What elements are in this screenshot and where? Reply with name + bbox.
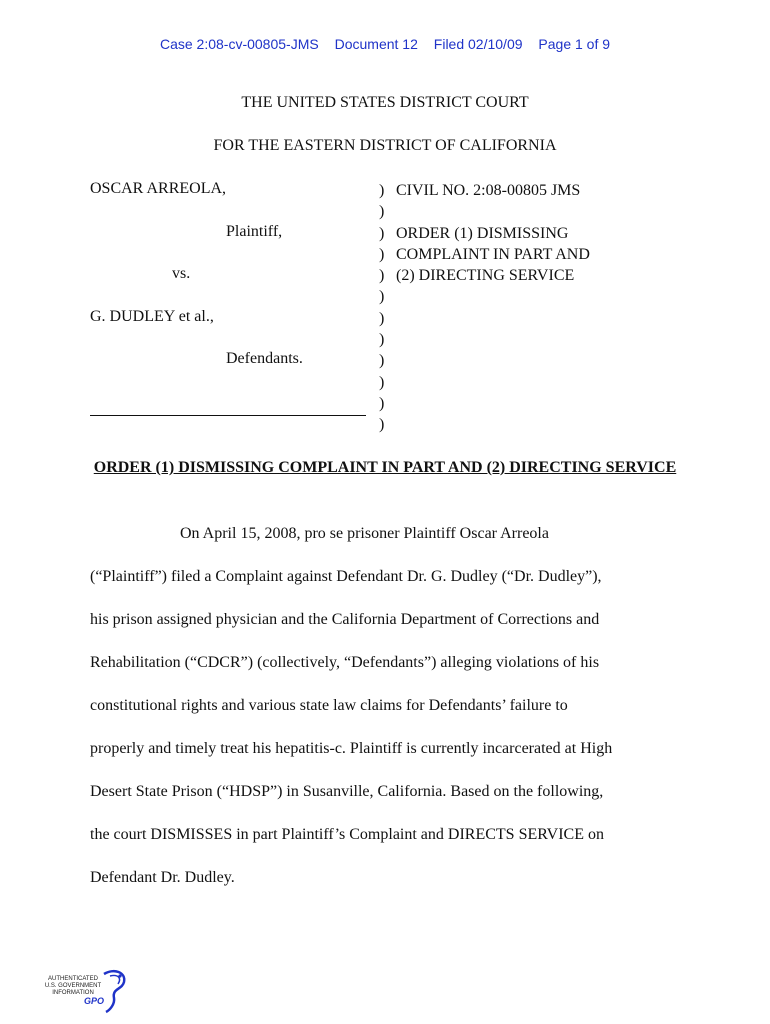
body-line: Desert State Prison (“HDSP”) in Susanville, California. Based on the following, <box>90 783 604 800</box>
paren: ) <box>379 224 385 242</box>
order-line-3: (2) DIRECTING SERVICE <box>396 267 575 285</box>
order-line-1: ORDER (1) DISMISSING <box>396 224 569 242</box>
seal-line: U.S. GOVERNMENT <box>44 983 102 989</box>
gpo-eagle-icon <box>100 968 130 1014</box>
gpo-mark: GPO <box>84 996 105 1006</box>
plaintiff-role: Plaintiff, <box>226 223 283 240</box>
case-number: Case 2:08-cv-00805-JMS <box>159 36 319 52</box>
body-line: the court DISMISSES in part Plaintiff’s Complaint and DIRECTS SERVICE on <box>90 826 604 843</box>
court-district: FOR THE EASTERN DISTRICT OF CALIFORNIA <box>213 137 557 154</box>
caption-blank <box>396 201 590 222</box>
caption-parens <box>379 180 384 436</box>
paren: ) <box>379 309 385 327</box>
document-number: Document 12 <box>334 36 418 52</box>
body-line: constitutional rights and various state law claims for Defendants’ failure to <box>90 697 568 714</box>
paren: ) <box>379 352 385 370</box>
caption-divider-line <box>90 415 366 416</box>
gpo-authentication-seal <box>42 968 142 1016</box>
defendant-name: G. DUDLEY et al., <box>90 308 214 325</box>
seal-text <box>42 976 104 997</box>
paren: ) <box>379 245 385 263</box>
document-header <box>0 36 770 52</box>
seal-line: INFORMATION <box>52 990 94 996</box>
paren: ) <box>379 182 385 199</box>
plaintiff-name: OSCAR ARREOLA, <box>90 180 227 197</box>
body-line: (“Plaintiff”) filed a Complaint against Defendant Dr. G. Dudley (“Dr. Dudley”), <box>90 568 602 585</box>
versus-label: vs. <box>172 265 191 282</box>
paren: ) <box>379 267 385 285</box>
seal-line: AUTHENTICATED <box>48 976 98 982</box>
paren: ) <box>379 394 385 412</box>
defendant-role: Defendants. <box>226 350 303 367</box>
body-line: Defendant Dr. Dudley. <box>90 869 235 886</box>
page-indicator: Page 1 of 9 <box>538 36 611 52</box>
paren: ) <box>379 373 385 391</box>
body-line: his prison assigned physician and the California Department of Corrections and <box>90 611 600 628</box>
order-body <box>90 512 690 899</box>
order-line-2: COMPLAINT IN PART AND <box>396 245 590 263</box>
body-line: On April 15, 2008, pro se prisoner Plaintiff Oscar Arreola <box>180 525 549 542</box>
filed-date: Filed 02/10/09 <box>433 36 523 52</box>
order-title: ORDER (1) DISMISSING COMPLAINT IN PART AND (2) DIRECTING SERVICE <box>93 459 677 476</box>
caption-right <box>396 180 590 286</box>
civil-number: CIVIL NO. 2:08-00805 JMS <box>396 182 581 199</box>
paren: ) <box>379 203 385 221</box>
paren: ) <box>379 288 385 306</box>
body-line: Rehabilitation (“CDCR”) (collectively, “Defendants”) alleging violations of his <box>90 654 600 671</box>
body-line: properly and timely treat his hepatitis-c. Plaintiff is currently incarcerated at High <box>90 740 613 757</box>
court-name: THE UNITED STATES DISTRICT COURT <box>241 94 529 111</box>
paren: ) <box>379 331 385 349</box>
paren: ) <box>379 416 385 434</box>
